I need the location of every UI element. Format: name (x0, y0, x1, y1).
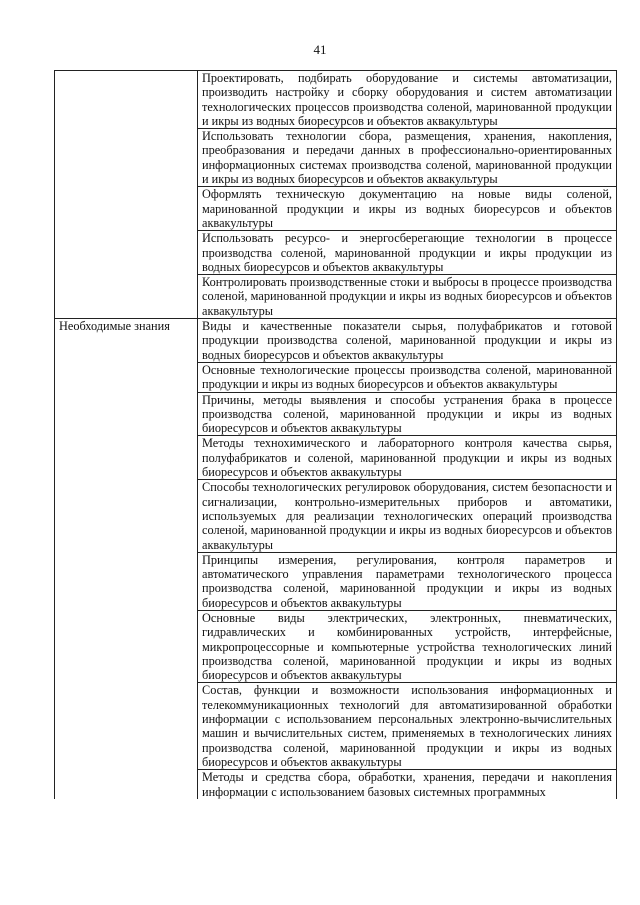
row-content-text: Виды и качественные показатели сырья, полуфабрикатов и готовой продукции производства соленой, маринованной продукции и икры из водных биоресурсов и объектов аквакультуры (198, 319, 617, 363)
row-content-text: Проектировать, подбирать оборудование и системы автоматизации, производить настройку и сборку оборудования и систем автоматизации технологических процессов производства соленой, маринованной продукции и икры из водных биоресурсов и объектов аквакультуры (198, 71, 617, 129)
table-body (55, 71, 617, 799)
row-content-text: Принципы измерения, регулирования, контроля параметров и автоматического управления параметрами технологического процесса производства соленой, маринованной продукции и икры из водных биоресурсов и объектов аквакультуры (198, 552, 617, 610)
row-content-text: Основные виды электрических, электронных, пневматических, гидравлических и комбинированных устройств, интерфейсные, микропроцессорные и компьютерные устройства технологических линий производства соленой, маринованной продукции и икры из водных биоресурсов и объектов аквакультуры (198, 610, 617, 682)
table-row (55, 319, 617, 363)
row-content-text: Причины, методы выявления и способы устранения брака в процессе производства соленой, маринованной продукции и икры из водных биоресурсов и объектов аквакультуры (198, 392, 617, 436)
row-content-text: Состав, функции и возможности использования информационных и телекоммуникационных технологий для автоматизированной обработки информации с использованием персональных электронно-вычислительных машин и вычислительных систем, применяемых в технологических линиях производства соленой, маринованной продукции и икры из водных биоресурсов и объектов аквакультуры (198, 683, 617, 770)
row-content-text: Способы технологических регулировок оборудования, систем безопасности и сигнализации, контрольно-измерительных приборов и автоматики, используемых для реализации технологических операций производства соленой, маринованной продукции и икры из водных биоресурсов и объектов аквакультуры (198, 480, 617, 552)
row-category-label: Необходимые знания (55, 319, 198, 799)
row-content-text: Методы и средства сбора, обработки, хранения, передачи и накопления информации с использованием базовых системных программных (198, 770, 617, 799)
row-category-label (55, 71, 198, 319)
row-content-text: Контролировать производственные стоки и выбросы в процессе производства соленой, маринованной продукции и икры из водных биоресурсов и объектов аквакультуры (198, 275, 617, 319)
row-content-text: Основные технологические процессы производства соленой, маринованной продукции и икры из водных биоресурсов и объектов аквакультуры (198, 362, 617, 392)
row-content-text: Оформлять техническую документацию на новые виды соленой, маринованной продукции и икры из водных биоресурсов и объектов аквакультуры (198, 187, 617, 231)
table-row (55, 71, 617, 129)
row-content-text: Использовать технологии сбора, размещения, хранения, накопления, преобразования и передачи данных в профессионально-ориентированных информационных системах производства соленой, маринованной продукции и икры из водных биоресурсов и объектов аквакультуры (198, 129, 617, 187)
page-number: 41 (313, 42, 327, 57)
row-content-text: Методы технохимического и лабораторного контроля качества сырья, полуфабрикатов и соленой, маринованной продукции и икры из водных биоресурсов и объектов аквакультуры (198, 436, 617, 480)
competency-table (54, 70, 617, 799)
row-content-text: Использовать ресурсо- и энергосберегающие технологии в процессе производства соленой, маринованной продукции и икры продукции из водных биоресурсов и объектов аквакультуры (198, 231, 617, 275)
